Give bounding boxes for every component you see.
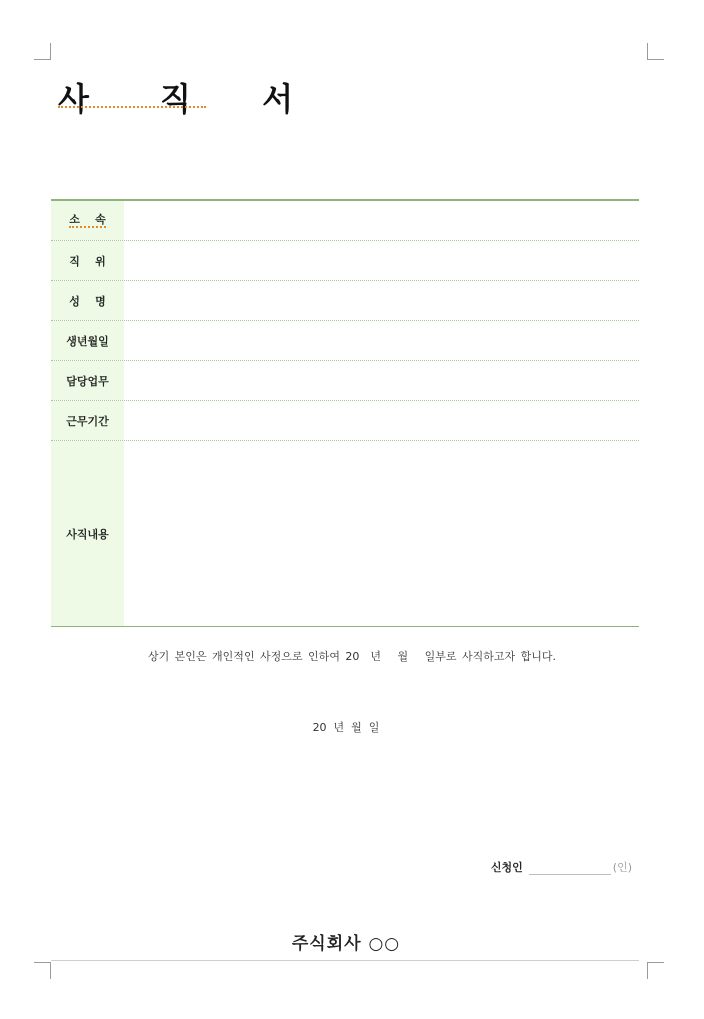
label-department-text: 소 속 xyxy=(69,213,106,226)
bottom-divider xyxy=(51,960,639,961)
form-row-department xyxy=(51,201,639,241)
field-position[interactable] xyxy=(124,241,639,280)
field-name[interactable] xyxy=(124,281,639,320)
spellcheck-underline xyxy=(58,106,206,108)
applicant-signature xyxy=(491,859,632,875)
field-department[interactable] xyxy=(124,201,639,240)
resignation-statement: 상기 본인은 개인적인 사정으로 인하여 20 년 월 일부로 사직하고자 합니다. xyxy=(147,650,557,663)
label-duties: 담당업무 xyxy=(51,361,124,400)
document-title: 사 직 서 xyxy=(58,80,324,118)
form-row-birthdate xyxy=(51,321,639,361)
label-department xyxy=(51,201,124,240)
form-row-duties xyxy=(51,361,639,401)
field-duties[interactable] xyxy=(124,361,639,400)
label-birthdate: 생년월일 xyxy=(51,321,124,360)
crop-mark-top-right xyxy=(647,43,664,60)
field-employment-period[interactable] xyxy=(124,401,639,440)
crop-mark-bottom-right xyxy=(647,962,664,979)
signature-line[interactable] xyxy=(529,862,611,875)
label-name: 성 명 xyxy=(51,281,124,320)
crop-mark-top-left xyxy=(34,43,51,60)
form-row-name xyxy=(51,281,639,321)
form-row-resignation-details xyxy=(51,441,639,626)
field-birthdate[interactable] xyxy=(124,321,639,360)
resignation-form-table xyxy=(51,199,639,627)
crop-mark-bottom-left xyxy=(34,962,51,979)
label-position: 직 위 xyxy=(51,241,124,280)
seal-label: (인) xyxy=(612,861,632,874)
label-employment-period: 근무기간 xyxy=(51,401,124,440)
label-resignation-details: 사직내용 xyxy=(51,441,124,626)
form-row-employment-period xyxy=(51,401,639,441)
field-resignation-details[interactable] xyxy=(124,441,639,626)
form-row-position xyxy=(51,241,639,281)
company-name: 주식회사 ○○ xyxy=(291,934,401,954)
signing-date: 20 년 월 일 xyxy=(312,721,380,734)
applicant-label: 신청인 xyxy=(490,861,523,874)
